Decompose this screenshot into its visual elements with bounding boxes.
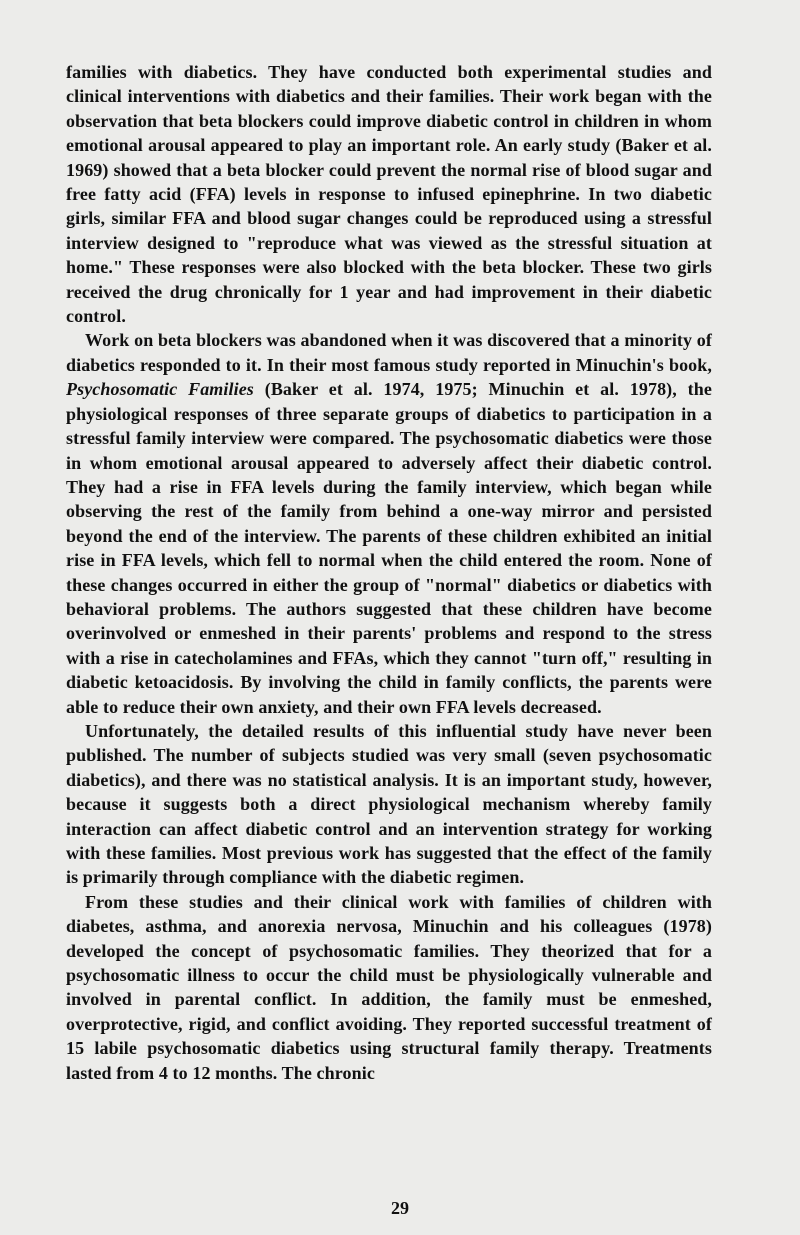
paragraph-3-text: Unfortunately, the detailed results of this influential study have never been published. The number of subjects studied was very small (seven psychosomatic diabetics), and there was no statistical analysis. It is an important study, however, because it suggests both a direct physiological mechanism whereby family interaction can affect diabetic control and an intervention strategy for working with these families. Most previous work has suggested that the effect of the family is primarily through compliance with the diabetic regimen. [66, 720, 712, 888]
book-title: Psychosomatic Families [66, 379, 254, 400]
page-number: 29 [391, 1198, 409, 1218]
paragraph-2 [66, 328, 712, 719]
paragraph-1 [66, 60, 712, 328]
paragraph-2-text-b: (Baker et al. 1974, 1975; Minuchin et al. 1978), the physiological responses of three separate groups of diabetics to participation in a stressful family interview were compared. The psychosomatic diabetics were those in whom emotional arousal appeared to adversely affect their diabetic control. They had a rise in FFA levels during the family interview, which began while observing the rest of the family from behind a one-way mirror and persisted beyond the end of the interview. The parents of these children exhibited an initial rise in FFA levels, which fell to normal when the child entered the room. None of these changes occurred in either the group of "normal" diabetics or diabetics with behavioral problems. The authors suggested that these children have become overinvolved or enmeshed in their parents' problems and respond to the stress with a rise in catecholamines and FFAs, which they cannot "turn off," resulting in diabetic ketoacidosis. By involving the child in family conflicts, the parents were able to reduce their own anxiety, and their own FFA levels decreased. [66, 379, 712, 717]
paragraph-1-text: families with diabetics. They have conducted both experimental studies and clinical interventions with diabetics and their families. Their work began with the observation that beta blockers could improve diabetic control in children in whom emotional arousal appeared to play an important role. An early study (Baker et al. 1969) showed that a beta blocker could prevent the normal rise of blood sugar and free fatty acid (FFA) levels in response to infused epinephrine. In two diabetic girls, similar FFA and blood sugar changes could be reproduced using a stressful interview designed to "reproduce what was viewed as the stressful situation at home." These responses were also blocked with the beta blocker. These two girls received the drug chronically for 1 year and had improvement in their diabetic control. [66, 62, 712, 327]
paragraph-2-text-a: Work on beta blockers was abandoned when it was discovered that a minority of diabetics responded to it. In their most famous study reported in Minuchin's book, [66, 330, 712, 375]
paragraph-3 [66, 719, 712, 890]
body-text [66, 60, 712, 1085]
paragraph-4 [66, 890, 712, 1085]
paragraph-4-text: From these studies and their clinical work with families of children with diabetes, asthma, and anorexia nervosa, Minuchin and his colleagues (1978) developed the concept of psychosomatic families. They theorized that for a psychosomatic illness to occur the child must be physiologically vulnerable and involved in parental conflict. In addition, the family must be enmeshed, overprotective, rigid, and conflict avoiding. They reported successful treatment of 15 labile psychosomatic diabetics using structural family therapy. Treatments lasted from 4 to 12 months. The chronic [66, 891, 712, 1083]
